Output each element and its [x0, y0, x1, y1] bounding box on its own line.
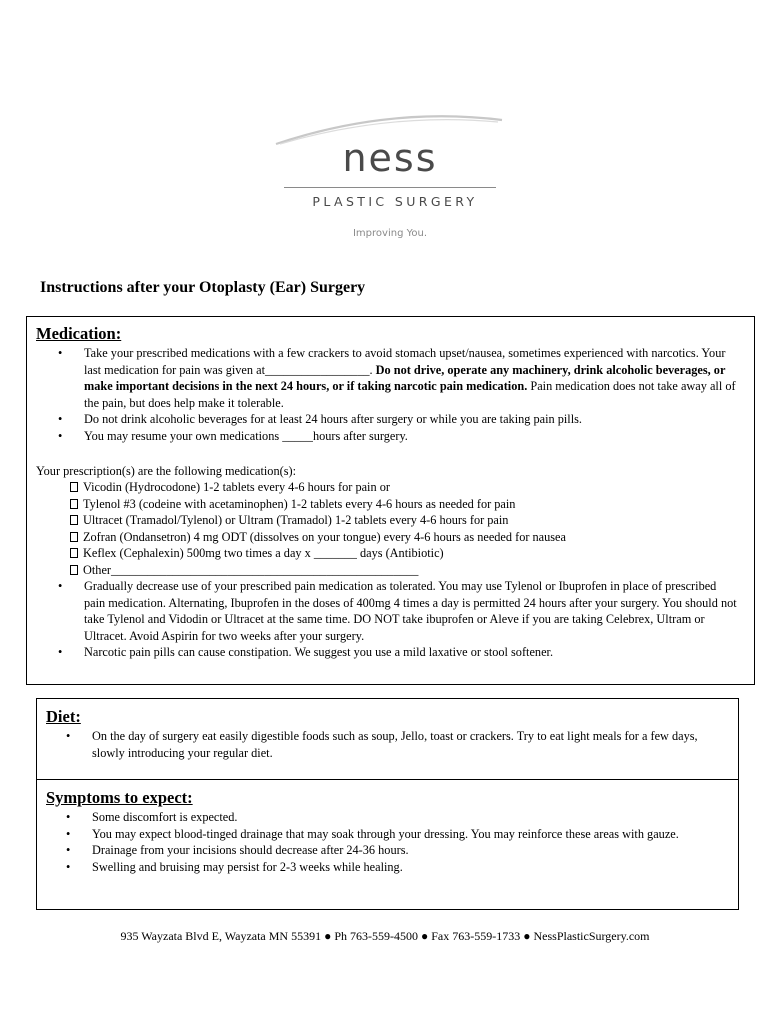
bullet-icon: •	[58, 645, 63, 660]
list-item: • Gradually decrease use of your prescribed pain medication as tolerated. You may use Tylenol or Ibuprofen in place of prescribed pain medication. Alternating, Ibuprofen in the doses of 400mg 4 times a day is permitted 24 hours after your surgery. You should not take Tylenol and Vidodin or Ultracet at the same time. DO NOT take ibuprofen or Aleve if you are taking Celebrex, Ultram or Ultracet. Avoid Aspirin for two weeks after your surgery.	[58, 579, 737, 643]
ness-logo	[270, 110, 510, 250]
checkbox-icon[interactable]	[70, 515, 78, 525]
logo-tagline: Improving You.	[352, 228, 428, 239]
prescription-item: Tylenol #3 (codeine with acetaminophen) 1-2 tablets every 4-6 hours as needed for pain	[70, 496, 566, 513]
bullet-icon: •	[58, 428, 63, 443]
bullet-icon: •	[66, 843, 71, 858]
list-item: • Some discomfort is expected.	[66, 810, 238, 824]
list-item: • You may expect blood-tinged drainage that may soak through your dressing. You may reinforce these areas with gauze.	[66, 826, 679, 841]
list-item: • Take your prescribed medications with a few crackers to avoid stomach upset/nausea, sometimes experienced with narcotics. Your last medication for pain was given at_________________. Do not drive, operate any machinery, drink alcoholic beverages, or make important decisions in the next 24 hours, or if taking narcotic pain medication. Pain medication does not take away all of the pain, but does help make it tolerable.	[58, 346, 736, 410]
checkbox-icon[interactable]	[70, 565, 78, 575]
bullet-icon: •	[58, 579, 63, 593]
bullet-icon: •	[66, 729, 71, 743]
diet-heading: Diet:	[46, 707, 81, 726]
bullet-icon: •	[58, 346, 63, 360]
symptoms-heading: Symptoms to expect:	[46, 788, 193, 807]
checkbox-icon[interactable]	[70, 548, 78, 558]
prescription-item: Ultracet (Tramadol/Tylenol) or Ultram (Tramadol) 1-2 tablets every 4-6 hours for pain	[70, 512, 566, 529]
prescription-item: Other__________________________________________________	[70, 562, 566, 579]
list-item: • Drainage from your incisions should decrease after 24-36 hours.	[66, 843, 409, 858]
checkbox-icon[interactable]	[70, 499, 78, 509]
prescription-intro: Your prescription(s) are the following medication(s):	[36, 464, 296, 478]
logo-subtitle: PLASTIC SURGERY	[312, 194, 478, 209]
bullet-icon: •	[66, 810, 71, 824]
diet-bullets	[66, 728, 728, 761]
logo-name: ness	[342, 136, 438, 180]
list-item: • Swelling and bruising may persist for 2-3 weeks while healing.	[66, 859, 403, 874]
list-item: • Narcotic pain pills can cause constipation. We suggest you use a mild laxative or stool softener.	[58, 645, 554, 660]
list-item: • Do not drink alcoholic beverages for at least 24 hours after surgery or while you are taking pain pills.	[58, 412, 582, 427]
prescription-item: Vicodin (Hydrocodone) 1-2 tablets every 4-6 hours for pain or	[70, 479, 566, 496]
medication-bullets-bottom	[58, 578, 738, 661]
prescription-item: Keflex (Cephalexin) 500mg two times a day x _______ days (Antibiotic)	[70, 545, 566, 562]
prescription-item: Zofran (Ondansetron) 4 mg ODT (dissolves on your tongue) every 4-6 hours as needed for nausea	[70, 529, 566, 546]
bullet-icon: •	[66, 826, 71, 841]
symptoms-bullets	[66, 809, 728, 875]
bullet-icon: •	[58, 412, 63, 427]
logo-rule	[284, 187, 496, 188]
bullet-icon: •	[66, 859, 71, 874]
page-title: Instructions after your Otoplasty (Ear) Surgery	[40, 279, 366, 296]
prescription-list	[70, 479, 566, 579]
list-item: • On the day of surgery eat easily digestible foods such as soup, Jello, toast or crackers. Try to eat light meals for a few days, slowly introducing your regular diet.	[66, 729, 698, 760]
medication-heading: Medication:	[36, 324, 122, 343]
checkbox-icon[interactable]	[70, 532, 78, 542]
medication-bullets-top	[58, 345, 738, 445]
checkbox-icon[interactable]	[70, 482, 78, 492]
list-item: • You may resume your own medications _____hours after surgery.	[58, 428, 408, 443]
section-divider	[36, 779, 739, 780]
footer-contact: 935 Wayzata Blvd E, Wayzata MN 55391 ● Ph 763-559-4500 ● Fax 763-559-1733 ● NessPlasticSurgery.com	[120, 929, 650, 943]
